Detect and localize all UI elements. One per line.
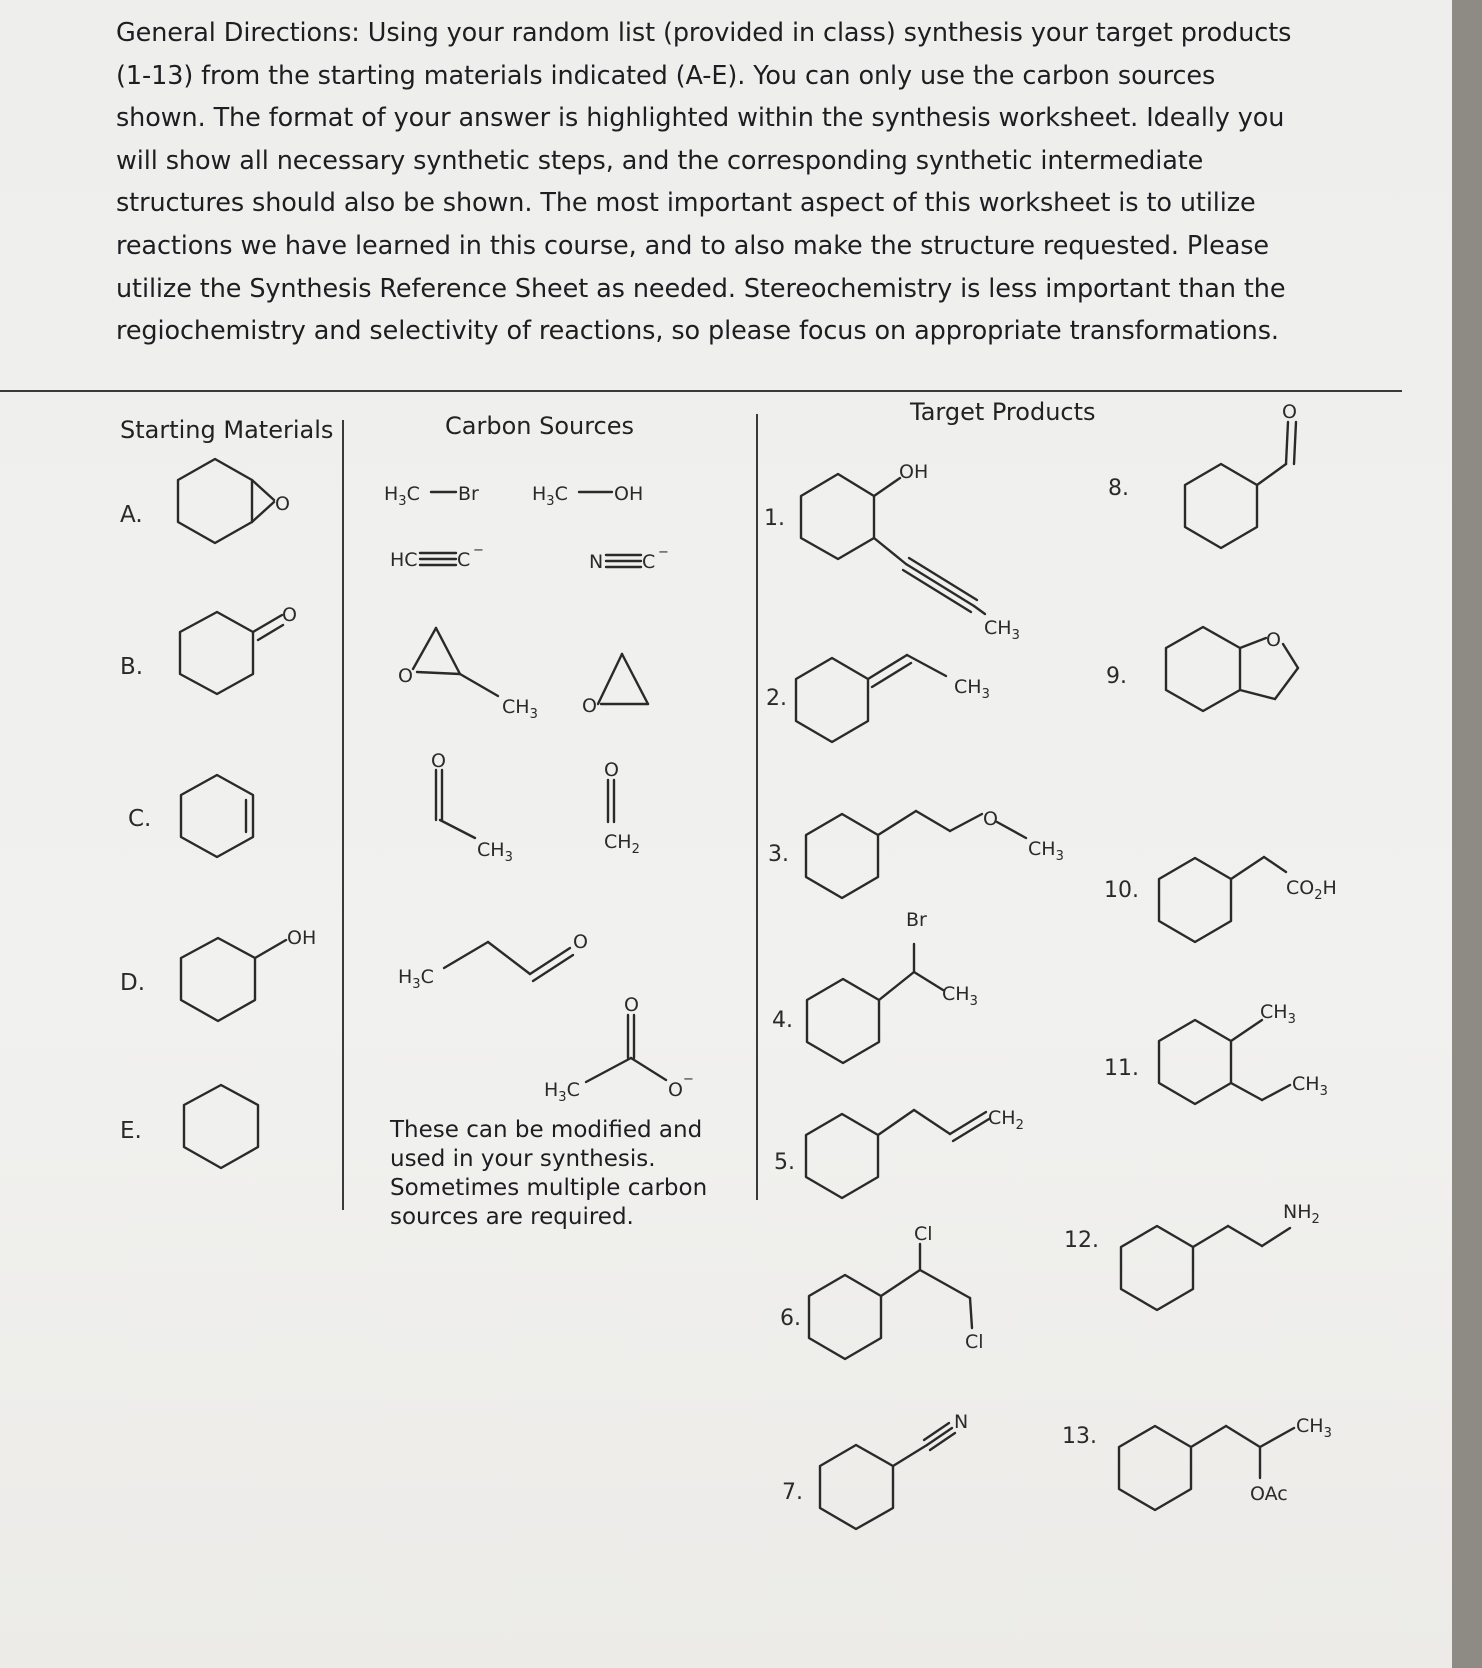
svg-text:C: C	[457, 549, 471, 571]
svg-text:O: O	[1282, 401, 1297, 423]
carbon-source-propylene-oxide	[398, 628, 538, 722]
target-number-13: 13.	[1062, 1424, 1097, 1449]
svg-text:O: O	[398, 665, 413, 687]
carbon-source-cyanide	[589, 545, 669, 573]
svg-text:H3C: $H_3C$	[544, 1079, 580, 1105]
svg-text:O: O	[431, 750, 446, 772]
target-number-11: 11.	[1104, 1056, 1139, 1081]
svg-text:O: O	[983, 808, 998, 830]
product-12-structure	[1121, 1201, 1320, 1310]
svg-text:O: O	[582, 695, 597, 717]
structure-c-cyclohexene	[181, 775, 253, 857]
svg-text:O: O	[624, 994, 639, 1016]
structure-a-cyclohexene-oxide	[178, 459, 290, 543]
target-number-3: 3.	[768, 842, 789, 867]
target-number-1: 1.	[764, 506, 785, 531]
svg-text:O: O	[604, 759, 619, 781]
target-number-2: 2.	[766, 686, 787, 711]
svg-text:N: N	[954, 1411, 969, 1433]
svg-text:CH3: $CH_3$	[502, 696, 538, 722]
svg-text:Cl: Cl	[965, 1331, 984, 1353]
svg-text:CH2: $CH_2$	[988, 1107, 1024, 1133]
svg-text:−: −	[473, 543, 484, 558]
product-3-structure	[806, 808, 1064, 898]
chem-o: O	[282, 604, 297, 626]
svg-text:C: C	[642, 551, 656, 573]
product-9-structure	[1166, 627, 1298, 711]
svg-text:O: O	[573, 931, 588, 953]
svg-text:H3C: $H_3C$	[398, 966, 434, 992]
label-b: B.	[120, 654, 144, 680]
header-starting-materials: Starting Materials	[120, 416, 334, 444]
structure-e-cyclohexane	[184, 1085, 258, 1168]
carbon-source-methanol	[532, 483, 643, 509]
carbon-source-acetylide	[390, 543, 484, 571]
svg-text:Br: Br	[906, 909, 927, 931]
carbon-sources-note: These can be modified and used in your synthesis. Sometimes multiple carbon sources are required.	[390, 1117, 708, 1230]
product-8-structure	[1185, 401, 1297, 548]
svg-text:O: O	[668, 1079, 683, 1101]
product-4-structure	[807, 909, 978, 1063]
product-7-structure	[820, 1411, 968, 1529]
product-11-structure	[1159, 1001, 1328, 1104]
svg-text:CO2H: $CO_2H$	[1286, 877, 1337, 903]
svg-text:CH3: $CH_3$	[954, 676, 990, 702]
svg-text:Cl: Cl	[914, 1223, 933, 1245]
svg-text:HC: HC	[390, 549, 418, 571]
target-number-6: 6.	[780, 1306, 801, 1331]
target-number-7: 7.	[782, 1480, 803, 1505]
svg-text:CH3: $CH_3$	[1028, 838, 1064, 864]
svg-text:CH3: $CH_3$	[1260, 1001, 1296, 1027]
product-10-structure	[1159, 857, 1337, 942]
carbon-source-ethylene-oxide	[582, 654, 648, 717]
label-a: A.	[120, 502, 143, 528]
svg-text:−: −	[658, 545, 669, 560]
svg-text:CH3: $CH_3$	[1296, 1415, 1332, 1441]
product-5-structure	[806, 1107, 1024, 1198]
carbon-source-acetaldehyde	[431, 750, 513, 865]
carbon-source-propanal	[398, 931, 588, 992]
carbon-source-formaldehyde	[604, 759, 640, 857]
target-number-5: 5.	[774, 1150, 795, 1175]
label-e: E.	[120, 1118, 142, 1144]
svg-text:CH2: $CH_2$	[604, 831, 640, 857]
target-number-10: 10.	[1104, 878, 1139, 903]
svg-text:H3C: $H_3C$	[532, 483, 568, 509]
target-number-8: 8.	[1108, 476, 1129, 501]
structure-d-cyclohexylmethanol	[181, 927, 316, 1021]
chem-oh: OH	[287, 927, 317, 949]
structure-b-cyclohexanecarbaldehyde	[180, 604, 297, 694]
chem-o: O	[275, 493, 290, 515]
svg-text:Br: Br	[458, 483, 479, 505]
svg-text:H3C: $H_3C$	[384, 483, 420, 509]
product-2-structure	[796, 655, 990, 742]
product-1-structure	[801, 461, 1020, 643]
svg-text:NH2: $NH_2$	[1283, 1201, 1320, 1227]
svg-text:OAc: OAc	[1250, 1483, 1288, 1505]
target-number-4: 4.	[772, 1008, 793, 1033]
svg-text:OH: OH	[899, 461, 929, 483]
svg-text:−: −	[683, 1072, 694, 1087]
header-target-products: Target Products	[910, 398, 1096, 426]
svg-text:CH3: $CH_3$	[1292, 1073, 1328, 1099]
product-13-structure	[1119, 1415, 1332, 1510]
target-number-12: 12.	[1064, 1228, 1099, 1253]
general-directions: General Directions: Using your random list (provided in class) synthesis your target products (1-13) from the starting materials indicated (A-E). You can only use the carbon sources shown. The format of your answer is highlighted within the synthesis worksheet. Ideally you will show all necessary synthetic steps, and the corresponding synthetic intermediate structures should also be shown. The most important aspect of this worksheet is to utilize reactions we have learned in this course, and to also make the structure requested. Please utilize the Synthesis Reference Sheet as needed. Stereochemistry is less important than the regiochemistry and selectivity of reactions, so please focus on appropriate transformations.	[116, 18, 1292, 347]
label-c: C.	[128, 806, 152, 832]
svg-text:O: O	[1266, 629, 1281, 651]
svg-text:N: N	[589, 551, 604, 573]
label-d: D.	[120, 970, 146, 996]
svg-text:OH: OH	[614, 483, 644, 505]
header-carbon-sources: Carbon Sources	[445, 412, 635, 440]
svg-text:CH3: $CH_3$	[942, 983, 978, 1009]
svg-text:CH3: $CH_3$	[984, 617, 1020, 643]
carbon-source-methyl-bromide	[384, 483, 479, 509]
product-6-structure	[809, 1223, 984, 1359]
svg-text:CH3: $CH_3$	[477, 839, 513, 865]
target-number-9: 9.	[1106, 664, 1127, 689]
carbon-source-acetate	[544, 994, 694, 1105]
